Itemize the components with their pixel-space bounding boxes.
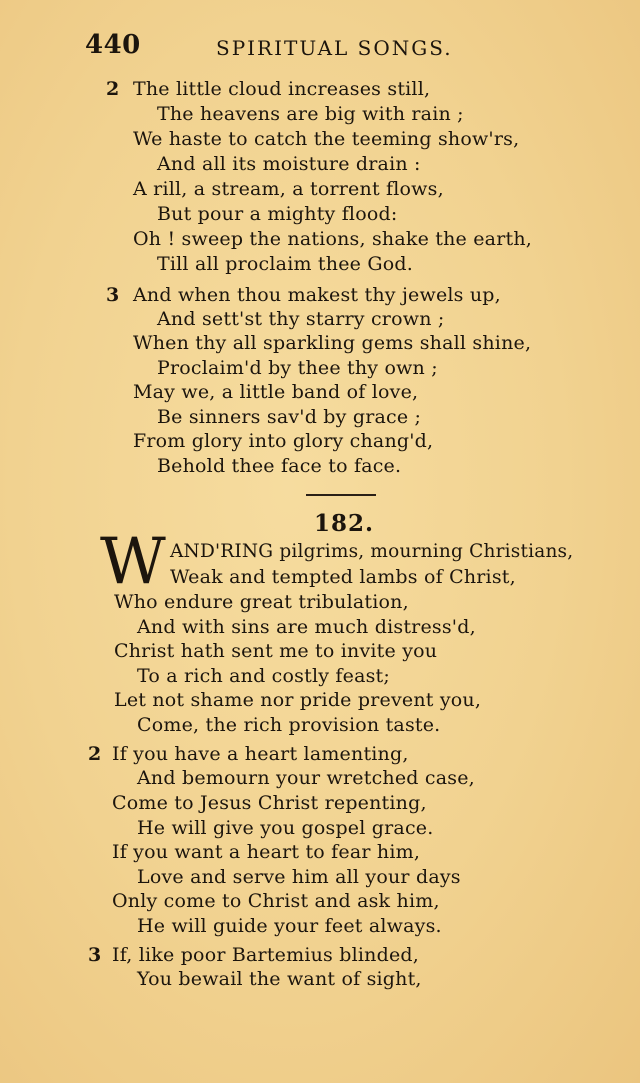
verse-line: The heavens are big with rain ; (157, 103, 464, 125)
verse-line: And all its moisture drain : (157, 153, 421, 175)
verse-line: And bemourn your wretched case, (137, 767, 475, 789)
page-number: 440 (85, 30, 141, 60)
verse-number: 2 (88, 743, 102, 765)
verse-line: May we, a little band of love, (133, 381, 419, 403)
verse-number: 3 (88, 944, 102, 966)
hymn-number: 182. (314, 510, 375, 537)
verse-line: If you have a heart lamenting, (112, 743, 409, 765)
verse-line: Only come to Christ and ask him, (112, 890, 440, 912)
verse-line: He will guide your feet always. (137, 915, 442, 937)
verse-line: Love and serve him all your days (137, 866, 461, 888)
verse-line: Weak and tempted lambs of Christ, (170, 566, 516, 588)
verse-line: Come, the rich provision taste. (137, 714, 441, 736)
verse-line: When thy all sparkling gems shall shine, (133, 332, 532, 354)
running-head: SPIRITUAL SONGS. (216, 36, 453, 60)
page-header (85, 30, 605, 66)
verse-line: AND'RING pilgrims, mourning Christians, (170, 541, 574, 562)
verse-line: If, like poor Bartemius blinded, (112, 944, 419, 966)
verse-line: Be sinners sav'd by grace ; (157, 406, 422, 428)
verse-line: Come to Jesus Christ repenting, (112, 792, 427, 814)
verse-line: The little cloud increases still, (133, 78, 431, 100)
verse-line: Who endure great tribulation, (114, 591, 409, 613)
verse-line: From glory into glory chang'd, (133, 430, 434, 452)
verse-line: To a rich and costly feast; (137, 665, 390, 687)
drop-cap: W (100, 525, 166, 599)
verse-line: And with sins are much distress'd, (137, 616, 476, 638)
verse-line: And when thou makest thy jewels up, (133, 284, 501, 306)
verse-line: Christ hath sent me to invite you (114, 640, 438, 662)
verse-line: He will give you gospel grace. (137, 817, 434, 839)
verse-line: If you want a heart to fear him, (112, 841, 421, 863)
verse-number: 2 (106, 78, 120, 100)
verse-line: You bewail the want of sight, (137, 968, 422, 990)
verse-line: Let not shame nor pride prevent you, (114, 689, 482, 711)
verse-line: Till all proclaim thee God. (157, 253, 413, 275)
verse-line: But pour a mighty flood: (157, 203, 398, 225)
verse-line: Behold thee face to face. (157, 455, 402, 477)
verse-line: A rill, a stream, a torrent flows, (133, 178, 444, 200)
verse-line: And sett'st thy starry crown ; (157, 308, 445, 330)
hymn-divider (306, 494, 376, 496)
verse-number: 3 (106, 284, 120, 306)
verse-line: We haste to catch the teeming show'rs, (133, 128, 520, 150)
verse-line: Oh ! sweep the nations, shake the earth, (133, 228, 533, 250)
verse-line: Proclaim'd by thee thy own ; (157, 357, 438, 379)
